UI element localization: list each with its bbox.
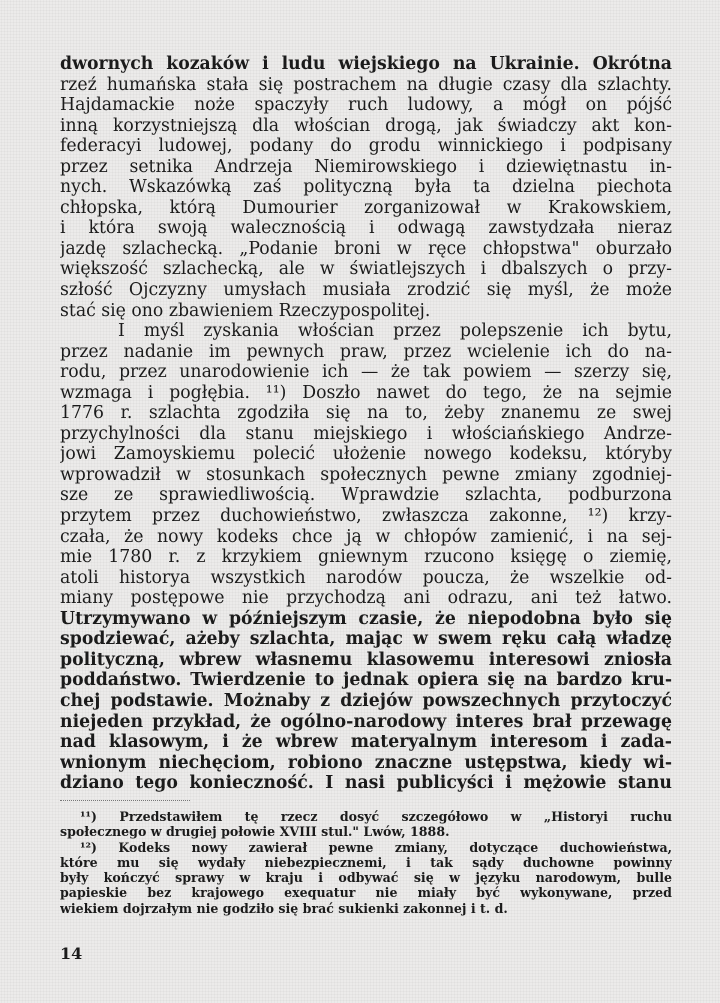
- text-line: polityczną, wbrew własnemu klasowemu interesowi zniosła: [60, 649, 672, 670]
- text-line: stać się ono zbawieniem Rzeczypospolitej.: [60, 300, 431, 321]
- text-line: i która swoją walecznością i odwagą zawstydzała nieraz: [60, 218, 672, 239]
- text-line: większość szlachecką, ale w światlejszych i dbalszych o przy-: [60, 259, 672, 280]
- text-line: nych. Wskazówką zaś polityczną była ta dzielna piechota: [60, 177, 672, 198]
- text-line: Hajdamackie noże spaczyły ruch ludowy, a mógł on pójść: [60, 95, 672, 116]
- text-line: dziano tego konieczność. I nasi publicyści i mężowie stanu: [60, 773, 672, 794]
- text-line: miany postępowe nie przychodzą ani odrazu, ani też łatwo.: [60, 588, 672, 609]
- footnote-line: były kończyć sprawy w kraju i odbywać się w języku narodowym, bulle: [60, 870, 672, 886]
- text-line: jowi Zamoyskiemu polecić ułożenie nowego kodeksu, któryby: [60, 444, 672, 465]
- text-line: jazdę szlachecką. „Podanie broni w ręce chłopstwa" oburzało: [60, 238, 672, 259]
- text-line: chłopska, którą Dumourier zorganizował w Krakowskiem,: [60, 197, 672, 218]
- text-line: spodziewać, ażeby szlachta, mając w swem ręku całą władzę: [60, 629, 672, 650]
- text-line: federacyi ludowej, podany do grodu winnickiego i podpisany: [60, 136, 672, 157]
- text-line: 1776 r. szlachta zgodziła się na to, żeby znanemu ze swej: [60, 403, 672, 424]
- page-number: 14: [60, 944, 83, 963]
- footnote-line: papieskie bez krajowego exequatur nie miały być wykonywane, przed: [60, 885, 672, 901]
- footnote-line: które mu się wydały niebezpiecznemi, i tak sądy duchowne powinny: [60, 854, 672, 870]
- footnote-line: społecznego w drugiej połowie XVIII stul." Lwów, 1888.: [60, 824, 450, 840]
- text-line: szłość Ojczyzny umysłach musiała zrodzić się myśl, że może: [60, 280, 672, 301]
- footnote-line: wiekiem dojrzałym nie godziło się brać sukienki zakonnej i t. d.: [60, 900, 508, 916]
- footnote-line: ¹²) Kodeks nowy zawierał pewne zmiany, dotyczące duchowieństwa,: [80, 839, 672, 855]
- text-line: sze ze sprawiedliwością. Wprawdzie szlachta, podburzona: [60, 485, 672, 506]
- footnote-line: ¹¹) Przedstawiłem tę rzecz dosyć szczegółowo w „Historyi ruchu: [80, 809, 672, 824]
- text-line: rzeź humańska stała się postrachem na długie czasy dla szlachty.: [60, 74, 672, 95]
- text-line: przez nadanie im pewnych praw, przez wcielenie ich do na-: [60, 341, 672, 362]
- text-line: przytem przez duchowieństwo, zwłaszcza zakonne, ¹²) krzy-: [60, 506, 672, 527]
- text-line: dwornych kozaków i ludu wiejskiego na Ukrainie. Okrótna: [60, 54, 672, 74]
- text-line: mie 1780 r. z krzykiem gniewnym rzucono księgę o ziemię,: [60, 547, 672, 568]
- body-text: [60, 54, 672, 794]
- text-line: wzmaga i pogłębia. ¹¹) Doszło nawet do tego, że na sejmie: [60, 382, 672, 403]
- text-line: rodu, przez unarodowienie ich — że tak powiem — szerzy się,: [60, 362, 672, 383]
- text-line: inną korzystniejszą dla włościan drogą, jak świadczy akt kon-: [60, 115, 672, 136]
- text-line: nad klasowym, i że wbrew materyalnym interesom i zada-: [60, 732, 672, 753]
- text-line: przez setnika Andrzeja Niemirowskiego i dziewiętnastu in-: [60, 156, 672, 177]
- text-line: wprowadził w stosunkach społecznych pewne zmiany zgodniej-: [60, 464, 672, 485]
- text-line: poddaństwo. Twierdzenie to jednak opiera się na bardzo kru-: [60, 670, 672, 691]
- text-line: niejeden przykład, że ogólno-narodowy interes brał przewagę: [60, 711, 672, 732]
- text-line: I myśl zyskania włościan przez polepszenie ich bytu,: [118, 321, 672, 342]
- text-line: wnionym niechęciom, robiono znaczne ustępstwa, kiedy wi-: [60, 752, 672, 773]
- text-line: atoli historya wszystkich narodów poucza, że wszelkie od-: [60, 567, 672, 588]
- text-line: przychylności dla stanu miejskiego i włościańskiego Andrze-: [60, 423, 672, 444]
- footnote-divider: [60, 800, 190, 801]
- text-line: chej podstawie. Możnaby z dziejów powszechnych przytoczyć: [60, 690, 672, 711]
- footnotes: [60, 809, 672, 916]
- text-line: czała, że nowy kodeks chce ją w chłopów zamienić, i na sej-: [60, 526, 672, 547]
- text-line: Utrzymywano w późniejszym czasie, że niepodobna było się: [60, 608, 672, 629]
